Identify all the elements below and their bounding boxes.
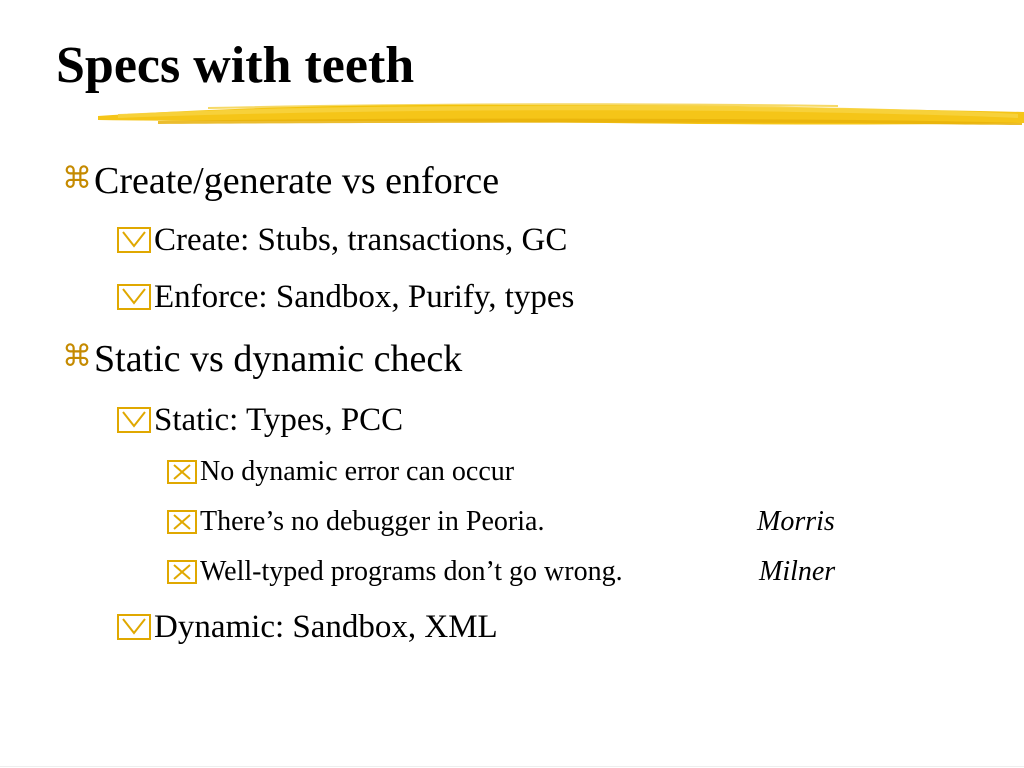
bullet-level2: [117, 220, 567, 260]
bullet-text: Dynamic: Sandbox, XML: [154, 608, 498, 645]
quote-attribution: Morris: [757, 506, 835, 537]
bullet-text: Well-typed programs don’t go wrong.: [200, 556, 623, 587]
y-box-bullet-icon: [117, 407, 151, 433]
bullet-text: There’s no debugger in Peoria.: [200, 506, 545, 537]
bullet-text: Create/generate vs enforce: [94, 160, 500, 202]
bullet-level1: [62, 336, 462, 382]
y-box-bullet-icon: [117, 284, 151, 310]
x-box-bullet-icon: [167, 460, 197, 484]
y-box-bullet-icon: [117, 227, 151, 253]
bullet-level2: [117, 277, 574, 317]
bullet-level3: [167, 455, 514, 489]
bullet-text: Enforce: Sandbox, Purify, types: [154, 278, 575, 315]
z-bullet-icon: ⌘: [62, 161, 92, 196]
bullet-level3: [167, 505, 544, 539]
z-bullet-icon: ⌘: [62, 339, 92, 374]
bullet-level3: [167, 555, 623, 589]
slide-title: Specs with teeth: [56, 37, 415, 94]
bullet-text: Static: Types, PCC: [154, 401, 404, 438]
bullet-level2: [117, 607, 498, 647]
bullet-text: No dynamic error can occur: [200, 456, 515, 487]
quote-attribution: Milner: [759, 556, 836, 587]
slide-bottom-edge: [0, 766, 1024, 767]
bullet-text: Static vs dynamic check: [94, 338, 463, 380]
x-box-bullet-icon: [167, 560, 197, 584]
bullet-level2: [117, 400, 403, 440]
x-box-bullet-icon: [167, 510, 197, 534]
bullet-text: Create: Stubs, transactions, GC: [154, 221, 568, 258]
bullet-level1: [62, 158, 499, 204]
y-box-bullet-icon: [117, 614, 151, 640]
title-underline-brushstroke: [98, 96, 1024, 134]
